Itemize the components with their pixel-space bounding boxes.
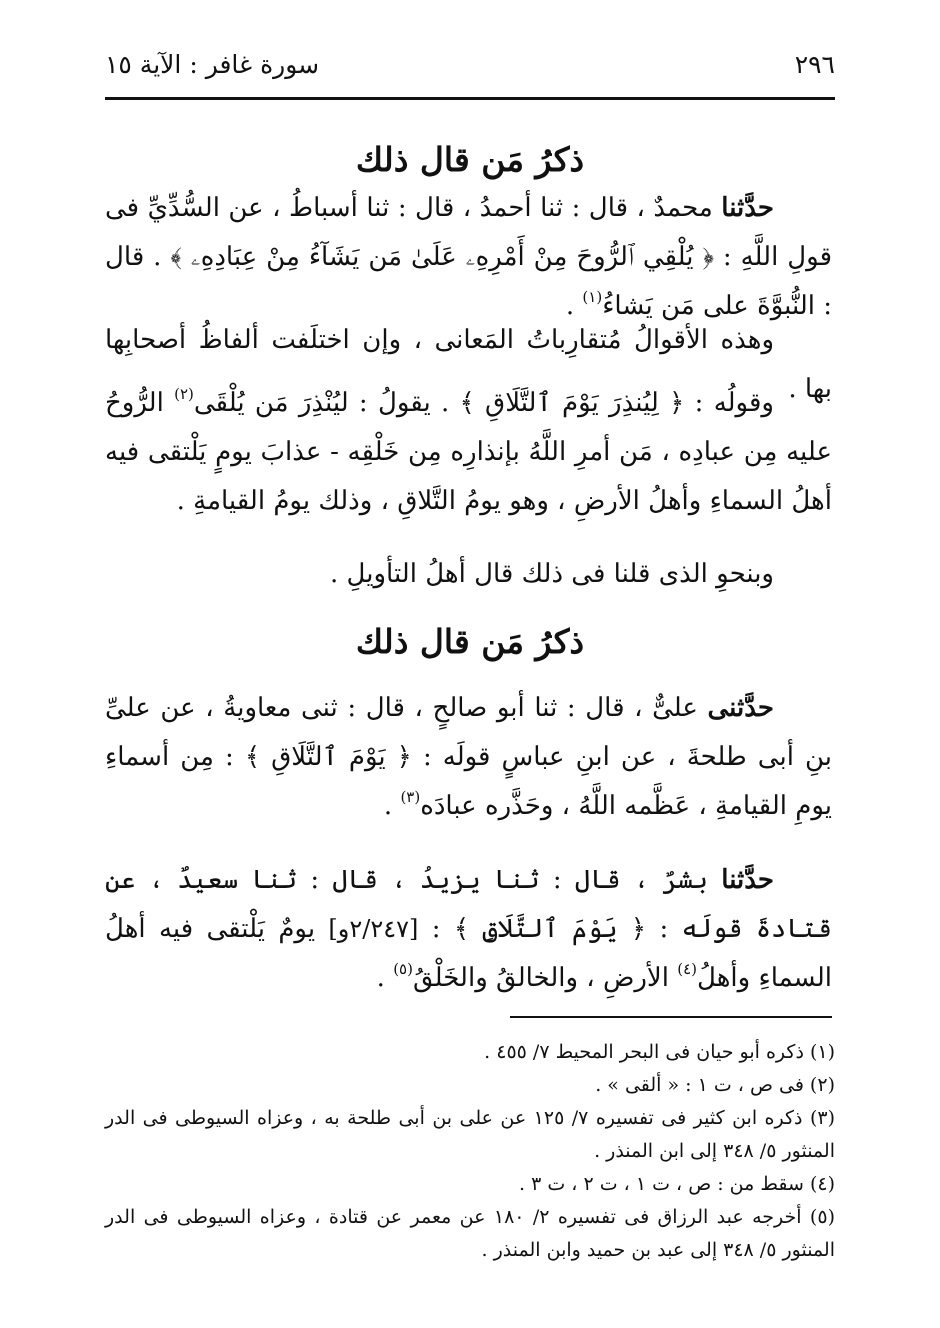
footnote-marker: (٢) bbox=[174, 385, 194, 403]
paragraph-1: حدَّثنا محمدٌ ، قال : ثنا أحمدُ ، قال : ثنا أسباطُ ، عن السُّدِّيِّ فى قولِ اللَّهِ : ﴿ يُلْقِي ٱلرُّوحَ مِنْ أَمْرِهِۦ عَلَىٰ مَن يَشَآءُ مِنْ عِبَادِهِۦ ﴾ . قال : النُّبوَّةَ على مَن يَشاءُ$^{(١)}$ . bbox=[105, 193, 832, 321]
paragraph-3: وقولُه : ﴿ لِيُنذِرَ يَوْمَ ٱلتَّلَاقِ ﴾ . يقولُ : ليُنْذِرَ مَن يُلْقَى$^{(٢)}$ الرُّوحُ عليه مِن عبادِه ، مَن أمرِ اللَّهُ بإنذارِه مِن خَلْقِه - عذابَ يومٍ يَلْتقى فيه أهلُ السماءِ وأهلُ الأرضِ ، وهو يومُ التَّلاقِ ، وذلك يومُ القيامةِ . bbox=[105, 385, 832, 516]
footnote-rule bbox=[510, 1016, 832, 1018]
narration-lead: حدَّثنى bbox=[707, 693, 774, 723]
section-heading-2: ذكرُ مَن قال ذلك bbox=[355, 622, 585, 661]
quran-quote: ﴿ يَوْمَ ٱلتَّلَاقِ ﴾ bbox=[244, 742, 412, 772]
manuscript-folio-ref: [٢/٢٤٧و] bbox=[328, 915, 419, 943]
quran-quote: ﴿ يُلْقِي ٱلرُّوحَ مِنْ أَمْرِهِۦ عَلَىٰ مَن يَشَآءُ مِنْ عِبَادِهِۦ ﴾ bbox=[170, 242, 714, 272]
paragraph-6: حدَّثنا بشرٌ ، قال : ثنا يزيدُ ، قال : ثنا سعيدٌ ، عن قتادةَ قولَه : ﴿ يَوْمَ ٱلتَّلَاقِ ﴾ : [٢/٢٤٧و] يومٌ يَلْتقى فيه أهلُ السماءِ وأهلُ$^{(٤)}$ الأرضِ ، والخالقُ والخَلْقُ$^{(٥)}$ . bbox=[105, 865, 832, 993]
footnote-marker: (٤) bbox=[677, 960, 698, 978]
running-title: سورة غافر : الآية ١٥ bbox=[105, 49, 320, 79]
footnote-3: (٣) ذكره ابن كثير فى تفسيره ٧/ ١٢٥ عن على بن أبى طلحة به ، وعزاه السيوطى فى الدر المنثور ٥/ ٣٤٨ إلى ابن المنذر . bbox=[105, 1107, 836, 1162]
footnote-marker: (١) bbox=[582, 288, 603, 306]
paragraph-4: وبنحوِ الذى قلنا فى ذلك قال أهلُ التأويلِ . bbox=[330, 559, 774, 589]
footnote-marker: (٣) bbox=[400, 788, 421, 806]
narration-lead: حدَّثنا bbox=[721, 193, 774, 223]
footnote-2: (٢) فى ص ، ت ١ : « ألقى » . bbox=[595, 1074, 835, 1096]
page-number: ٢٩٦ bbox=[794, 49, 835, 79]
footnote-5: (٥) أخرجه عبد الرزاق فى تفسيره ٢/ ١٨٠ عن معمر عن قتادة ، وعزاه السيوطى فى الدر المنثور ٥/ ٣٤٨ إلى عبد بن حميد وابن المنذر . bbox=[105, 1206, 835, 1261]
section-heading-1: ذكرُ مَن قال ذلك bbox=[355, 140, 585, 179]
footnote-1: (١) ذكره أبو حيان فى البحر المحيط ٧/ ٤٥٥ . bbox=[484, 1041, 835, 1063]
header-rule bbox=[105, 97, 835, 100]
paragraph-5: حدَّثنى علىٌّ ، قال : ثنا أبو صالحٍ ، قال : ثنى معاويةُ ، عن علىِّ بنِ أبى طلحةَ ، عن ابنِ عباسٍ قولَه : ﴿ يَوْمَ ٱلتَّلَاقِ ﴾ : مِن أسماءِ يومِ القيامةِ ، عَظَّمه اللَّهُ ، وحَذَّره عبادَه$^{(٣)}$ . bbox=[105, 693, 832, 821]
running-header bbox=[105, 44, 835, 84]
paragraph-2: وهذه الأقوالُ مُتقارِباتُ المَعانى ، وإن اختلَفت ألفاظُ أصحابِها بها . bbox=[105, 325, 832, 404]
footnote-marker: (٥) bbox=[393, 960, 413, 978]
narration-lead: حدَّثنا bbox=[721, 865, 774, 895]
quran-quote: ﴿ لِيُنذِرَ يَوْمَ ٱلتَّلَاقِ ﴾ bbox=[459, 388, 685, 418]
quran-quote: ﴿ يَوْمَ ٱلتَّلَاقِ ﴾ bbox=[453, 914, 647, 944]
footnote-4: (٤) سقط من : ص ، ت ١ ، ت ٢ ، ت ٣ . bbox=[519, 1173, 835, 1195]
footnotes bbox=[105, 1036, 835, 1267]
